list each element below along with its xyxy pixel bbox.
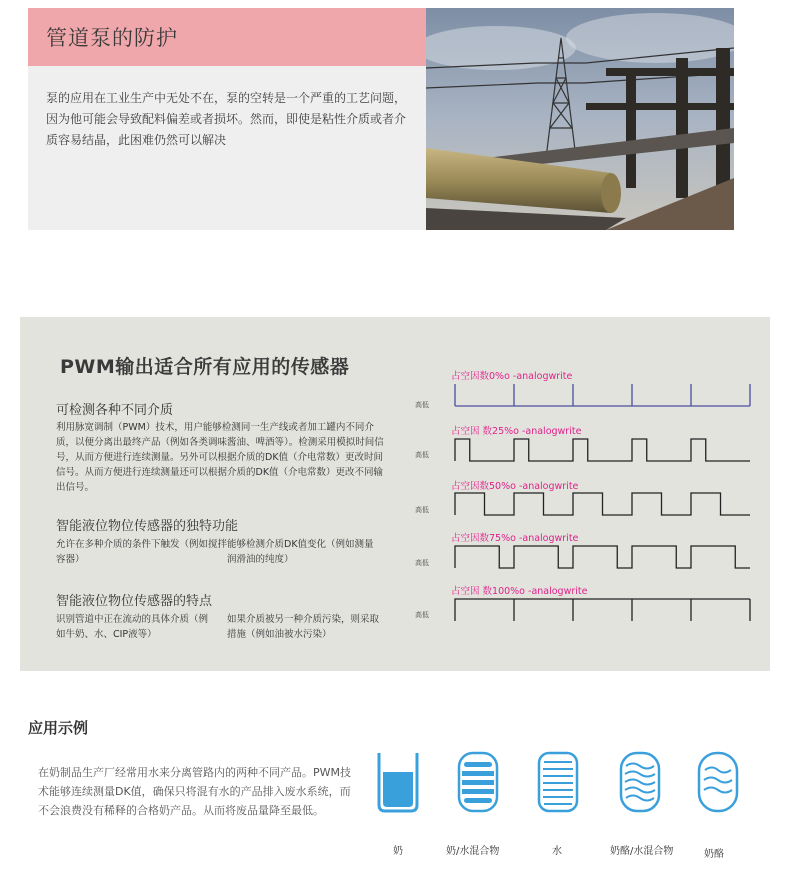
intro-paragraph: 泵的应用在工业生产中无处不在，泵的空转是一个严重的工艺问题，因为他可能会导致配料偏差或者损坏。然而，即使是粘性介质或者介质容易结晶，此困难仍然可以解决 (46, 91, 407, 147)
pwm-wave-100 (455, 599, 750, 621)
pwm-wave-50 (455, 493, 750, 515)
tank-label-milk-water: 奶/水混合物 (446, 846, 500, 857)
water-tank-icon (536, 750, 580, 814)
feature-flowing-media: 识别管道中正在流动的具体介质（例如牛奶、水、CIP液等） (56, 614, 209, 640)
tank-label-milk: 奶 (393, 846, 403, 857)
heading-detect-media: 可检测各种不同介质 (56, 403, 174, 418)
title-bar (28, 8, 426, 66)
pwm-wave-0 (455, 384, 750, 406)
wave-level-25: 高低 (415, 451, 429, 459)
cheese-water-tank-icon (618, 750, 662, 814)
milk-tank-icon (376, 750, 420, 814)
milk-water-tank-icon (456, 750, 500, 814)
pwm-wave-25 (455, 439, 750, 461)
applications-paragraph: 在奶制品生产厂经常用水来分离管路内的两种不同产品。PWM技术能够连续测量DK值，确保只将混有水的产品排入废水系统，而不会浪费没有稀释的合格奶产品。从而将废品量降至最低。 (38, 766, 351, 817)
section-title: PWM输出适合所有应用的传感器 (60, 356, 350, 378)
heading-unique-features: 智能液位物位传感器的独特功能 (56, 519, 239, 534)
wave-caption-75: 占空因数75%o -analogwrite (451, 533, 579, 544)
wave-level-100: 高低 (415, 611, 429, 619)
pipeline-photo-illustration (426, 8, 734, 230)
wave-caption-25: 占空因 数25%o -analogwrite (451, 426, 582, 437)
tank-label-water: 水 (552, 846, 562, 857)
pwm-waveforms (415, 362, 755, 662)
cheese-tank-icon (696, 750, 740, 814)
wave-level-75: 高低 (415, 559, 429, 567)
pwm-wave-75 (455, 546, 750, 568)
paragraph-detect-media: 利用脉宽调制（PWM）技术，用户能够检测同一生产线或者加工罐内不同介质，以便分离出最终产品（例如各类调味酱油、啤酒等）。检测采用模拟时间信号，从而方便进行连续测量。另外可以根据介质的DK值（介电常数）更改时间信号。从而方便进行连续测量还可以根据介质的DK值（介电常数）更改不同输出信号。 (56, 422, 384, 493)
pwm-sensor-panel (20, 317, 770, 671)
industrial-pipeline-photo (426, 8, 734, 230)
tank-label-cheese-water: 奶酪/水混合物 (610, 846, 674, 857)
page-title: 管道泵的防护 (46, 26, 178, 50)
tank-label-cheese: 奶酪 (704, 849, 724, 860)
pwm-wave-chart (415, 362, 755, 662)
feature-dk-change: 能够检测介质DK值变化（例如测量润滑油的纯度） (227, 539, 374, 565)
wave-caption-0: 占空因数0%o -analogwrite (451, 371, 573, 382)
feature-contamination: 如果介质被另一种介质污染，则采取措施（例如油被水污染） (227, 614, 380, 640)
wave-level-0: 高低 (415, 401, 429, 409)
heading-characteristics: 智能液位物位传感器的特点 (56, 594, 213, 609)
wave-caption-100: 占空因 数100%o -analogwrite (451, 586, 588, 597)
applications-title: 应用示例 (28, 719, 89, 737)
wave-level-50: 高低 (415, 506, 429, 514)
pump-protection-panel (28, 8, 734, 230)
wave-caption-50: 占空因数50%o -analogwrite (451, 481, 579, 492)
feature-multi-media-trigger: 允许在多种介质的条件下触发（例如搅拌容器） (56, 539, 228, 565)
